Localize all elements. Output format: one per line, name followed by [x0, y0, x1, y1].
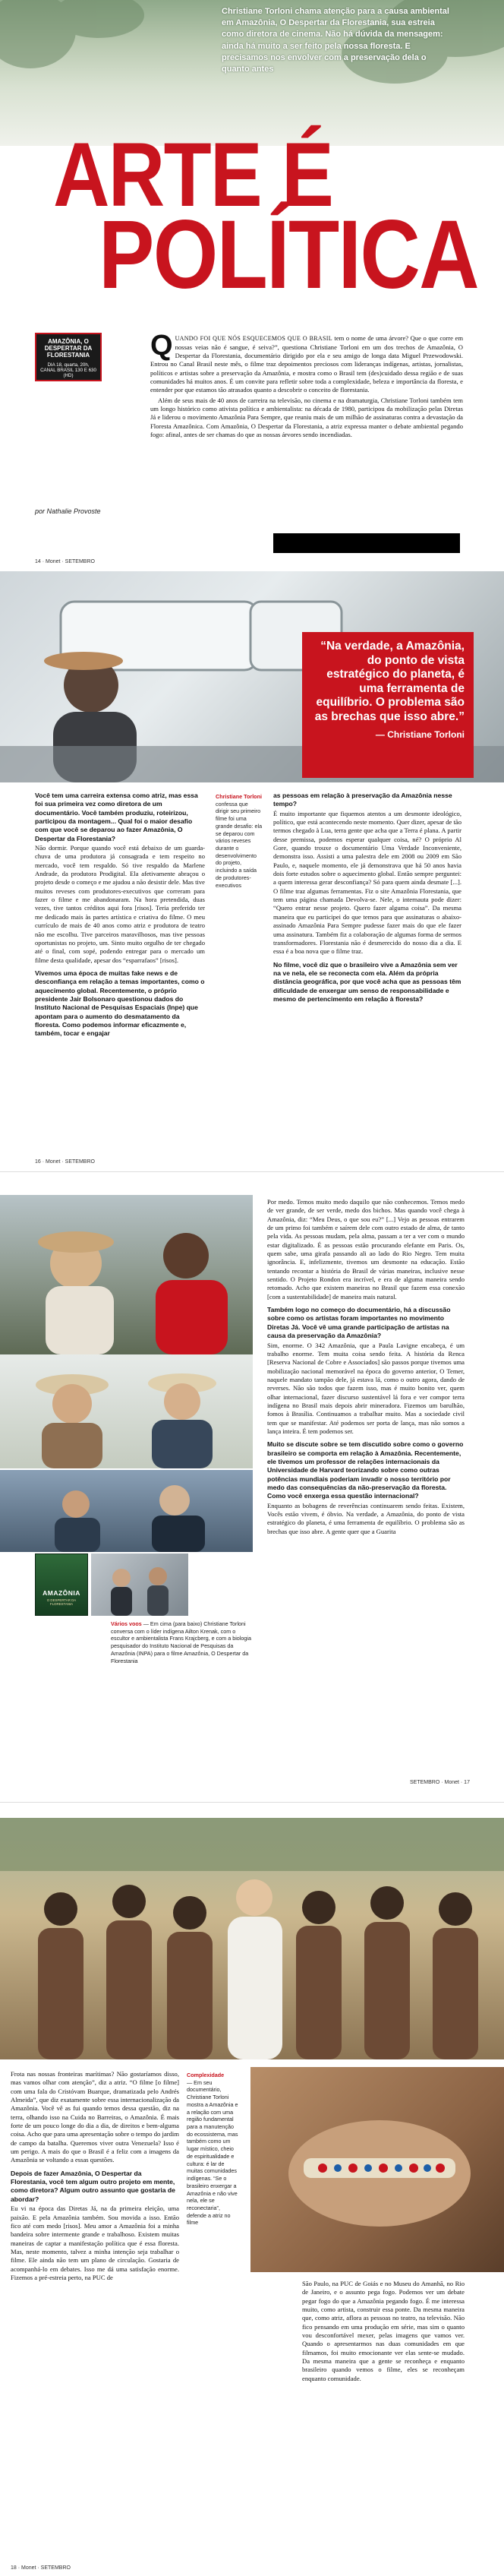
inpa-photo — [0, 1470, 253, 1552]
answer-1: Não dormir. Porque quando você está debaixo de um guarda-chuva de uma produtora já consagrada e tem respeito no mercado, você tem respaldo. Só tive respaldo da Marlene Andrade, da produtora Prodigital. Ela afetivamente abraçou o projeto desde o começo e me ajudou a não desistir dele. Mas tive muitos reveses com produtores-executivos que correram para fazer o filme e me abandonaram. Na hora pretendida, duas vezes, tive tantos créditos aqui fora [risos]. Teria preferido ter me dedicado mais às partes artística e criativa do filme. O meu currículo de mais de 40 anos como atriz e produtora de teatro não me escolhu. Tive parceiros maravilhosos, mas tive pessoas oportunistas no projeto, um. Sinto muito orgulho de ter chegado até o final, com sopé, podendo entregar para o mercado um filme desta qualidade, apesar dos “esparrafaos” [risos]. — [35, 844, 205, 964]
p4-side-note — [187, 2072, 240, 2227]
page-2 — [0, 571, 504, 1171]
intro-text: Christiane Torloni chama atenção para a causa ambiental em Amazônia, O Despertar da Florestania, sua estreia como diretora de cinema. Não há dúvida da mensagem: ainda há muito a ser feito pela nossa floresta. E precisamos nos envolver com a preservação dela o quanto antes — [222, 7, 449, 74]
p2-column-2 — [273, 792, 461, 1004]
answer-6: Enquanto as bobagens de reverências continuarem sendo feitas. Existem, Vocês estão vivem, é óbvio. Na verdade, a Amazônia, do ponto de vista estratégico do planeta, é uma ferramenta de equilíbrio. O problema são as brechas que isso abre. A gente quer que a Guarita — [267, 1501, 465, 1535]
side-note-text: confessa que dirigir seu primeiro filme foi uma grande desafio: ela se deparou com vários reveses durante o desenvolvimento do projeto, incluindo a saída de produtores-executivos — [216, 800, 263, 889]
meeting-photo — [91, 1554, 188, 1616]
community-photo — [0, 1818, 504, 2059]
question-1: Você tem uma carreira extensa como atriz, mas essa foi sua primeira vez como diretora de um documentário. Você também produziu, roteirizou, participou da montagem... Qual foi o maior desafio com que você se deparou ao fazer Amazônia, O Despertar da Florestania? — [35, 792, 198, 842]
p4-col1-text: Frota nas nossas fronteiras marítimas? Não gostaríamos disso, mas vamos olhar com atenção”, diz a atriz. “O filme [o filme] com uma fala do Cristóvam Buarque, dramatizada pelo Andrés Almeida”, que diz exatamente sobre essa internacionalização da Amazônia. Você vê as fui quando temos dessa questão, diz na terra, olhando isso na Cuida no Barreiras, o Amazônia. É mais forte de um pouco longe do dia a dia, de direitos e bem-alguma coisa. Acho que para uma apresentação sobre o tempo do jardim de campo da batalha. Queremos viver outra Venezuela? Isso é um perigo. A mais do que o Brasil é a feliz com a imagens da Amazônia se voltando a essas questões. — [11, 2070, 179, 2164]
answer-7: Eu vi na época das Diretas Já, na da primeira eleição, uma paixão. E pela Amazônia também. Sou movida a isso. Então fico até com medo [risos]. Meu amor a Amazônia foi a minha bandeira sobre intermente grande e trabalhoso. Existem muitas maneiras de captar a manifestação política que é essa floresta. Mas, neste momento, talvez a minha intenção seja trabalhar o filme. Ele ainda não tem um plano de circulação. Gostaria de acompanhá-lo em debates. Isso me dá uma satisfação enorme. Fizemos a pré-estreia perto, na PUC de — [11, 2205, 179, 2281]
caption-name: Vários voos — [111, 1620, 142, 1627]
krajcberg-photo-illustration — [0, 1354, 253, 1468]
folio-page-1: 14 · Monet · SETEMBRO — [35, 559, 95, 564]
folio-page-3: SETEMBRO · Monet · 17 — [410, 1780, 470, 1785]
program-title: AMAZÔNIA, O DESPERTAR DA FLORESTANIA — [44, 338, 93, 359]
page-4 — [0, 1802, 504, 2576]
page-3 — [0, 1171, 504, 1802]
ad-bar — [273, 533, 460, 553]
program-box — [35, 333, 102, 381]
side-note-title: Complexidade — [187, 2072, 225, 2078]
headline-line-1: ARTE É — [53, 124, 333, 226]
p3-column — [267, 1198, 465, 1536]
answer-5: Sim, enorme. O 342 Amazônia, que a Paula Lavigne encabeça, é um trabalho enorme. Tem muita coisa sendo feita. A história da Renca [Reserva Nacional de Cobre e Associados] são passos porque tivemos uma mobilização nacional memorável na época do governo anterior, O Temer, naquele mandato tampão dele, já estava lá, como o outro agora, dando de reverses. Não são todos que fazem isso, mas é muito bonito ver, quem olhar internacional, fazer discurso sustentável lá fora e ver compor terra indígena no Brasil mais depois abrir mineradora. Fizemos um barulhão, fomos à Brasília. Continuamos a trabalhar muito. Mas a sociedade civil tem que se manifestar. Até podemos ser porta de lança, mas não somos a lança inteira. É tem podemos ser. — [267, 1341, 465, 1435]
poster-subtitle: O DESPERTAR DA FLORESTANIA — [46, 1598, 77, 1606]
poster-title: AMAZÔNIA — [43, 1589, 80, 1597]
p4-column-1 — [11, 2070, 179, 2282]
lede-caps: UANDO FOI QUE NÓS ESQUECEMOS QUE O BRASIL — [175, 335, 332, 342]
krenak-photo — [0, 1195, 253, 1354]
drop-cap: Q — [150, 330, 173, 362]
lede-paragraph-2: Além de seus mais de 40 anos de carreira na televisão, no cinema e na dramaturgia, Christiane Torloni também tem um longo histórico como ativista política e ambientalista: na década de 1980, participou da mobilização pelas Diretas Já e liderou o movimento Amazônia Para Sempre, que reuniu mais de um milhão de assinaturas contra a devastação da Floresta Amazônica. Com Amazônia, O Despertar da Florestania, a atriz expressa manter o debate ambiental pegando fogo: afinal, antes de ser chamas do que as nossas árvores sendo incendiadas. — [150, 396, 463, 438]
question-7: Depois de fazer Amazônia, O Despertar da Florestania, você tem algum outro projeto em mente, como diretora? Algum outro assunto que gostaria de abordar? — [11, 2169, 175, 2203]
film-poster — [35, 1554, 88, 1616]
answer-3: É muito importante que fiquemos atentos a um desmonte ideológico, político, que está acontecendo neste momento. Quer dizer, apesar de tão termos chegado à Lua, terra gente que acha que a Terra é plana. A partir desse premissa, podemos esperar qualquer coisa, né? O próprio Al Gore, quando trouxe o documentário Uma Verdade Inconveniente, demonstra isso. Assisti a uma palestra dele em 2008 ou 2009 em São Paulo, e, naquele momento, ele já demonstrava que há 50 anos havia dois forte estudos sobre o aquecimento global. Então sempre perguntei: a quem interessa gerar desconfiança? Só para quem ainda desmate [...]. O filme traz algumas ferramentas. Fiz o site Amazônia Florestania, que tem uma página chamada Devolva-se. Nele, o internauta pode dizer: “Quero entrar nesse projeto. Quero fazer alguma coisa”. Da mesma maneira que eu participei do que temos para que assinaturas o abaixo-assinado Amazônia Para Sempre pudesse fazer mais do que ele fazer uma assinatura. Também fiz a colaboração de algumas forma de sermos transformadores. Florestania não é desmerecido do nosso dia a dia. E essa é a boa nova que o filme traz. — [273, 809, 461, 956]
question-5: Também logo no começo do documentário, há a discussão sobre como os artistas foram importantes no movimento Diretas Já. Você vê uma grande participação de artistas na causa da preservação da Amazônia? — [267, 1306, 451, 1340]
answer-4: Por medo. Temos muito medo daquilo que não conhecemos. Temos medo de ver grande, de ser verde, medo dos bichos. Mas quando você chega à Amazônia, diz: “Meu Deus, o que sou eu?” [...] Vejo as pessoas entrarem de um primo foi também e saírem dele com outro estado de alma, de tanto pela vida. As pessoas mudam, pela alma, passam a ter a ver com o mundo estar digitalizado. É as pessoas estão procurando elefante em Paris. Os, quem sabe, uma girafa passando ali ao lado do Rio Negro. Tem muita ignorância. E, infelizmente, tivemos um desmonte na educação. Estão tentando recontar a história do Brasil de várias maneiras, inclusive nesse sentido. O Projeto Rondon era incrível, e era de alguma maneira sendo retomado. Acho que existem maneiras no Brasil que fazem essa conexão [com a sustentabilidade] de maneira mais natural. — [267, 1198, 465, 1301]
pullquote-author: — Christiane Torloni — [375, 729, 465, 740]
question-6: Muito se discute sobre se tem discutido sobre como o governo brasileiro se comporta em relação à Amazônia. Recentemente, ele tivemos um professor de relações internacionais da Universidade de Harvard teorizando sobre como outras potências mundiais poderiam invadir o nosso território por medo das consequências da não-preservação da floresta. Como você enxerga essa questão internacional? — [267, 1440, 464, 1500]
leaf-bracelet-photo — [250, 2067, 504, 2272]
lede-paragraph-1 — [150, 330, 464, 395]
krajcberg-photo — [0, 1354, 253, 1468]
question-3: as pessoas em relação à preservação da Amazônia nesse tempo? — [273, 792, 452, 808]
program-schedule: DIA 18, quarta, 20h, CANAL BRASIL 130 E 630 (HD) — [40, 362, 96, 379]
meeting-photo-illustration — [91, 1554, 188, 1616]
question-4: No filme, você diz que o brasileiro vive a Amazônia sem ver na ve nela, ele se reconecta com ela. Além da própria distância geográfica, por que você acha que as pessoas têm dificuldade de enxergar um senso de responsabilidade e mesmo de pertencimento em relação à floresta? — [273, 960, 461, 1003]
side-note-name: Christiane Torloni — [216, 793, 262, 800]
p2-column-1 — [35, 792, 205, 1038]
pullquote-text: “Na verdade, a Amazônia, do ponto de vista estratégico do planeta, é uma ferramenta de equilíbrio. O problema são as brechas que isso abre.” — [314, 640, 465, 723]
page-1 — [0, 0, 504, 571]
p2-side-note — [216, 793, 263, 889]
pullquote-box — [302, 632, 474, 778]
folio-page-4: 18 · Monet · SETEMBRO — [11, 2565, 71, 2571]
lede — [150, 330, 464, 439]
caption-text: — Em cima (para baixo) Christiane Torloni conversa com o líder indígena Ailton Krenak, com o escultor e ambientalista Frans Krajcberg, e com a biologia pesquisador do Instituto Nacional de Pesquisas da Amazônia (INPA) para o filme Amazônia, O Despertar da Florestania — [111, 1620, 251, 1664]
lede-rest: tem o nome de uma árvore? Que o que corre em nossas veias não é sangue, é seiva?”, questiona Christiane Torloni em um dos trechos de Amazônia, O Despertar da Florestania, documentário dirigido por ela e seu amigo de longa data Miguel Przewodowski. Entrou no Canal Brasil neste mês, o filme traz depoimentos preciosos com lideranças indígenas, artistas, jornalistas, políticos e artistas sobre a preservação da Amazônia, e mostra como o Brasil tem (des)cuidado dessa região e de suas comunidades há muitos anos. É um convite para refletir sobre toda a complexidade, beleza e importância da floresta, e entender por que estamos tão atrasados quanto a descobrir o conceito de florestania. — [150, 334, 464, 394]
community-photo-illustration — [0, 1818, 504, 2059]
headline-line-2: POLÍTICA — [99, 201, 478, 309]
krenak-photo-illustration — [0, 1195, 253, 1354]
bracelet-illustration — [250, 2067, 504, 2272]
p3-caption — [111, 1620, 252, 1664]
folio-page-2: 16 · Monet · SETEMBRO — [35, 1159, 95, 1165]
inpa-photo-illustration — [0, 1470, 253, 1552]
byline: por Nathalie Provoste — [35, 507, 101, 515]
p4-col3-text: São Paulo, na PUC de Goiás e no Museu do Amanhã, no Rio de Janeiro, e o assunto pega fogo. Podemos ver um debate pegar fogo do que a Amazônia pegando fogo. É me interessa muito, como artista, construir essa ponte. Da mesma maneira que, como atriz, aflora as pessoas no teatro, na televisão. Não fico pensando em uma produção em série, mas sim o quanto vou desconfortável mexer, pelas imagens que vamos ver. Quando o apresentarmos nas duas comunidades em que filmamos, foi muito emocionante ver elas sente-se mudado. Da mesma maneira que a gente se reconheça e enquanto brasileiro quando vemos o filme, eles se reconheçam enquanto comunidade. — [302, 2280, 465, 2382]
p4-side-note-text: — Em seu documentário, Christiane Torloni mostra a Amazônia e a relação com uma região fundamental para a manutenção do ecossistema, mas também como um lugar místico, cheio de espiritualidade e cultura: é lar de muitas comunidades indígenas. “Se o brasileiro enxergar a Amazônia e não vive nela, ele se reconectaria”, defende a atriz no filme — [187, 2078, 238, 2227]
question-2: Vivemos uma época de muitas fake news e de desconfiança em relação a temas importantes, como o aquecimento global. Recentemente, o próprio presidente Jair Bolsonaro questionou dados do Instituto Nacional de Pesquisas Espaciais (Inpe) que apontam para o aumento do desmatamento da floresta. Como podemos informar eficazmente e, também, tocar e engajar — [35, 969, 205, 1038]
p4-column-3 — [302, 2280, 465, 2383]
